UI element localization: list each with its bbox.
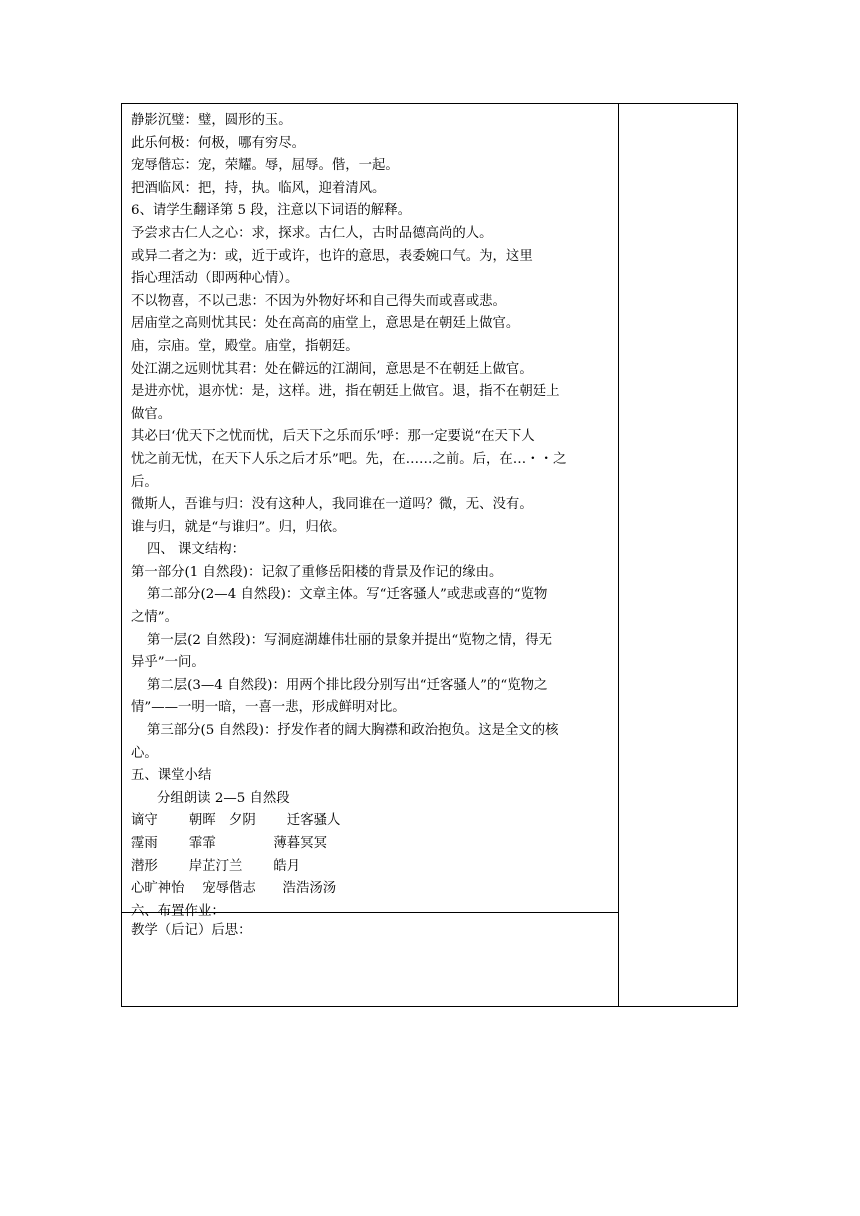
text-line: 予尝求古仁人之心：求，探求。古仁人，古时品德高尚的人。 xyxy=(131,225,493,241)
text-line: 微斯人，吾谁与归：没有这种人，我同谁在一道吗？微，无、没有。 xyxy=(131,497,533,513)
text-line: 6、请学生翻译第 5 段，注意以下词语的解释。 xyxy=(131,203,411,219)
text-line: 第一层(2 自然段)：写洞庭湖雄伟壮丽的景象并提出“览物之情，得无 xyxy=(147,632,553,648)
text-line: 情”——一明一暗，一喜一悲，形成鲜明对比。 xyxy=(131,700,406,716)
afterword-label: 教学（后记）后思： xyxy=(131,923,252,938)
text-line: 是进亦忧，退亦忧：是，这样。进，指在朝廷上做官。退，指不在朝廷上 xyxy=(131,384,560,400)
text-line: 谁与归，就是“与谁归”。归，归依。 xyxy=(131,519,346,535)
text-line: 不以物喜，不以己悲：不因为外物好坏和自己得失而或喜或悲。 xyxy=(131,293,506,309)
text-line: 第三部分(5 自然段)：抒发作者的阔大胸襟和政治抱负。这是全文的核 xyxy=(147,723,559,739)
text-line: 此乐何极：何极，哪有穷尽。 xyxy=(131,135,306,151)
text-line: 后。 xyxy=(131,474,158,490)
text-line: 心。 xyxy=(131,745,158,761)
text-line: 第二层(3—4 自然段)：用两个排比段分别写出“迁客骚人”的“览物之 xyxy=(147,677,548,693)
section-heading: 五、课堂小结 xyxy=(131,768,212,784)
text-line: 或异二者之为：或，近于或许，也许的意思，表委婉口气。为，这里 xyxy=(131,248,533,264)
lesson-content xyxy=(131,110,615,923)
text-line: 忧之前无忧，在天下人乐之后才乐”吧。先，在……之前。后，在…・・之 xyxy=(131,451,567,467)
text-line: 静影沉璧：璧，圆形的玉。 xyxy=(131,113,292,128)
text-line: 其必曰‘优天下之忧而忧，后天下之乐而乐’呼：那一定要说“在天下人 xyxy=(131,429,535,445)
vocab-row: 霪雨 霏霏 薄暮冥冥 xyxy=(131,836,327,851)
text-line: 第一部分(1 自然段)：记叙了重修岳阳楼的背景及作记的缘由。 xyxy=(131,564,503,580)
vocab-row: 心旷神怡 宠辱偕志 浩浩汤汤 xyxy=(131,881,337,897)
text-line: 异乎”一问。 xyxy=(131,655,205,671)
section-heading: 四、 课文结构： xyxy=(147,542,245,558)
vocab-row: 谪守 朝晖 夕阴 迁客骚人 xyxy=(131,813,341,829)
vocab-row: 潜形 岸芷汀兰 皓月 xyxy=(131,858,301,874)
text-line: 分组朗读 2—5 自然段 xyxy=(157,790,290,806)
section-heading: 六、布置作业： xyxy=(131,903,225,919)
text-line: 宠辱偕忘：宠，荣耀。辱，屈辱。偕，一起。 xyxy=(131,158,399,174)
text-line: 居庙堂之高则忧其民：处在高高的庙堂上，意思是在朝廷上做官。 xyxy=(131,316,520,332)
text-line: 庙，宗庙。堂，殿堂。庙堂，指朝廷。 xyxy=(131,338,359,354)
column-divider xyxy=(618,104,619,1006)
text-line: 处江湖之远则忧其君：处在僻远的江湖间，意思是不在朝廷上做官。 xyxy=(131,361,533,377)
text-line: 指心理活动（即两种心情）。 xyxy=(131,271,299,287)
lesson-table xyxy=(121,103,738,1007)
text-line: 之情”。 xyxy=(131,610,179,626)
text-line: 把酒临风：把，持，执。临风，迎着清风。 xyxy=(131,180,386,196)
text-line: 第二部分(2—4 自然段)：文章主体。写“迁客骚人”或悲或喜的“览物 xyxy=(147,587,548,603)
text-line: 做官。 xyxy=(131,406,172,422)
